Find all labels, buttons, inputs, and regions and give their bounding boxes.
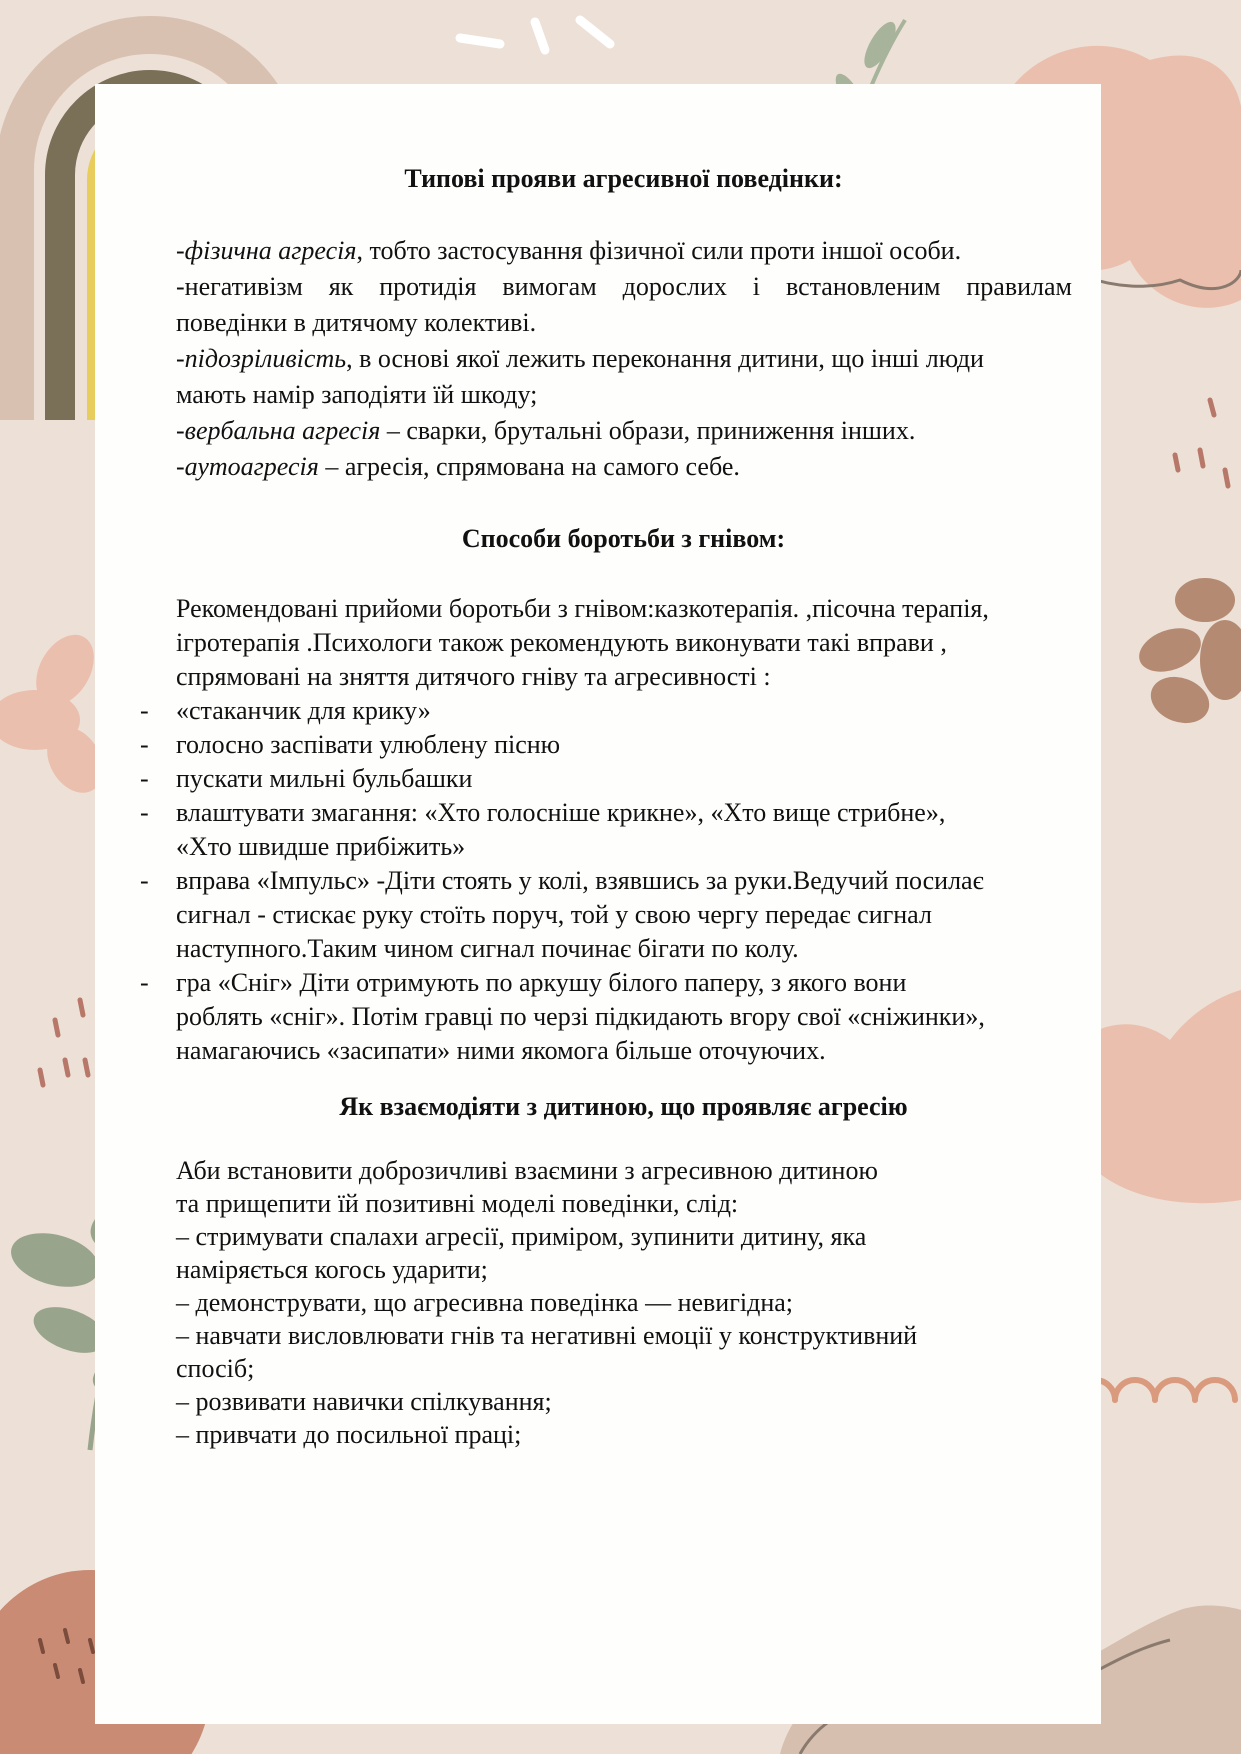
bullet-marker: -: [140, 798, 149, 827]
line-text: , тобто застосування фізичної сили проти іншої особи.: [356, 236, 962, 265]
line-text: – сварки, брутальні образи, приниження інших.: [380, 416, 916, 445]
text-line: [176, 236, 961, 266]
bullet-marker: -: [140, 730, 149, 759]
term-italic: -вербальна агресія: [176, 416, 381, 445]
text-line: – демонструвати, що агресивна поведінка — невигідна;: [176, 1288, 794, 1317]
intro-line: спрямовані на зняття дитячого гніву та агресивності :: [176, 662, 771, 691]
text-line: – навчати висловлювати гнів та негативні емоції у конструктивний: [176, 1321, 918, 1350]
list-item: голосно заспівати улюблену пісню: [176, 730, 561, 759]
line-text: , в основі якої лежить переконання дитини, що інші люди: [346, 344, 984, 373]
list-item: вправа «Імпульс» -Діти стоять у колі, взявшись за руки.Ведучий посилає: [176, 866, 984, 895]
text-line: – привчати до посильної праці;: [176, 1420, 522, 1449]
heading-anger-methods: Способи боротьби з гнівом:: [461, 524, 786, 553]
text-line: – розвивати навички спілкування;: [176, 1387, 552, 1416]
line-text: – агресія, спрямована на самого себе.: [318, 452, 740, 481]
text-line: [176, 452, 740, 482]
list-item: гра «Сніг» Діти отримують по аркушу білого паперу, з якого вони: [176, 968, 907, 997]
list-item: пускати мильні бульбашки: [176, 764, 473, 793]
term-italic: -аутоагресія: [176, 452, 319, 481]
heading-interaction: Як взаємодіяти з дитиною, що проявляє агресію: [339, 1092, 908, 1121]
line-text: -негативізм як протидія вимогам дорослих і встановленим правилам: [176, 272, 1072, 301]
bullet-marker: -: [140, 764, 149, 793]
text-line: [176, 380, 537, 410]
intro-line: Рекомендовані прийоми боротьби з гнівом:казкотерапія. ,пісочна терапія,: [176, 594, 989, 623]
term-italic: -підозріливість: [176, 344, 347, 373]
bullet-marker: -: [140, 696, 149, 725]
term-italic: -фізична агресія: [176, 236, 357, 265]
list-item-continuation: наступного.Таким чином сигнал починає бігати по колу.: [176, 934, 799, 963]
list-item: влаштувати змагання: «Хто голосніше крикне», «Хто вище стрибне»,: [176, 798, 946, 827]
text-line: наміряється когось ударити;: [176, 1255, 488, 1284]
line-text: поведінки в дитячому колективі.: [176, 308, 537, 337]
text-line: [176, 416, 915, 446]
line-text: мають намір заподіяти їй шкоду;: [176, 380, 538, 409]
text-line: [176, 344, 984, 374]
intro-line: ігротерапія .Психологи також рекомендують виконувати такі вправи ,: [176, 628, 947, 657]
list-item-continuation: сигнал - стискає руку стоїть поруч, той у свою чергу передає сигнал: [176, 900, 932, 929]
text-line: [176, 308, 536, 338]
list-item: «стаканчик для крику»: [176, 696, 431, 725]
bullet-marker: -: [140, 968, 149, 997]
bullet-marker: -: [140, 866, 149, 895]
list-item-continuation: намагаючись «засипати» ними якомога більше оточуючих.: [176, 1036, 826, 1065]
text-line: та прищепити їй позитивні моделі поведінки, слід:: [176, 1189, 739, 1218]
text-line: [176, 272, 1072, 302]
text-line: Аби встановити доброзичливі взаємини з агресивною дитиною: [176, 1156, 878, 1185]
text-line: спосіб;: [176, 1354, 255, 1383]
heading-aggression-signs: Типові прояви агресивної поведінки:: [404, 164, 843, 193]
list-item-continuation: «Хто швидше прибіжить»: [176, 832, 466, 861]
text-line: – стримувати спалахи агресії, приміром, зупинити дитину, яка: [176, 1222, 867, 1251]
list-item-continuation: роблять «сніг». Потім гравці по черзі підкидають вгору свої «сніжинки»,: [176, 1002, 985, 1031]
